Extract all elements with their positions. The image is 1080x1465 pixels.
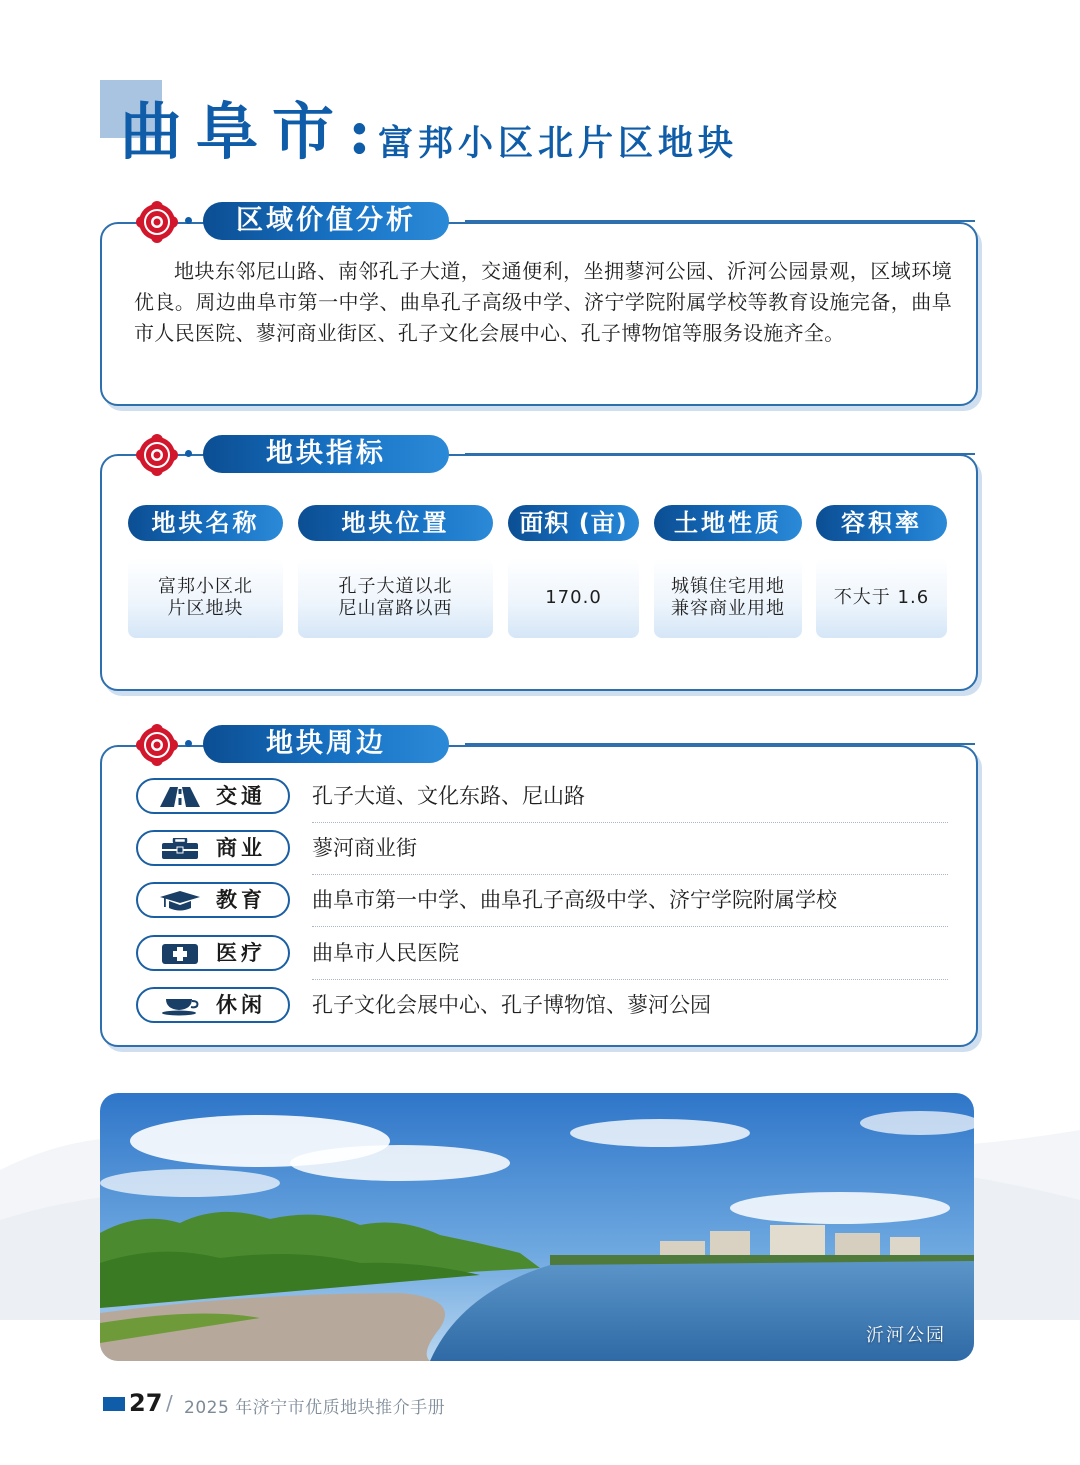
metric-label: 面积 (亩) — [508, 505, 639, 541]
metric-value: 孔子大道以北 尼山富路以西 — [298, 558, 493, 638]
park-landscape-image — [100, 1093, 974, 1361]
row-divider — [312, 822, 948, 823]
footer-separator: / — [166, 1391, 173, 1415]
metric-value: 富邦小区北 片区地块 — [128, 558, 283, 638]
metrics-section-header — [135, 433, 975, 473]
metric-label: 容积率 — [816, 505, 947, 541]
surroundings-row-leisure — [136, 987, 948, 1027]
section-heading: 地块周边 — [203, 725, 449, 763]
metric-label: 地块名称 — [128, 505, 283, 541]
photo-caption: 沂河公园 — [866, 1325, 946, 1346]
row-divider — [312, 926, 948, 927]
metric-plot-name — [128, 505, 283, 638]
metric-label: 地块位置 — [298, 505, 493, 541]
metric-area — [508, 505, 639, 638]
surroundings-row-traffic — [136, 778, 948, 818]
category-tag — [136, 935, 290, 971]
section-heading: 区域价值分析 — [203, 202, 449, 240]
row-divider — [312, 874, 948, 875]
header-dot — [185, 740, 192, 747]
category-description: 曲阜市人民医院 — [312, 941, 459, 965]
briefcase-icon — [158, 838, 202, 860]
page-title-city: 曲阜市: — [120, 95, 385, 168]
teacup-icon — [158, 995, 202, 1017]
road-icon — [158, 786, 202, 808]
header-rule — [465, 453, 975, 455]
park-photo — [100, 1093, 974, 1361]
category-tag — [136, 987, 290, 1023]
footer-book-title: 2025 年济宁市优质地块推介手册 — [184, 1398, 446, 1418]
row-divider — [312, 979, 948, 980]
surroundings-row-education — [136, 882, 948, 922]
category-description: 孔子大道、文化东路、尼山路 — [312, 784, 585, 808]
surroundings-row-medical — [136, 935, 948, 975]
header-dot — [185, 450, 192, 457]
category-tag — [136, 882, 290, 918]
metric-land-use — [654, 505, 802, 638]
chinese-knot-icon — [135, 433, 179, 477]
metric-label: 土地性质 — [654, 505, 802, 541]
metric-value: 城镇住宅用地 兼容商业用地 — [654, 558, 802, 638]
header-dot — [185, 217, 192, 224]
header-rule — [465, 743, 975, 745]
category-description: 孔子文化会展中心、孔子博物馆、蓼河公园 — [312, 993, 711, 1017]
page-title-plot: 富邦小区北片区地块 — [378, 124, 739, 164]
header-rule — [465, 220, 975, 222]
category-label: 休闲 — [216, 993, 266, 1017]
category-label: 交通 — [216, 784, 266, 808]
category-description: 蓼河商业街 — [312, 836, 417, 860]
graduation-cap-icon — [158, 890, 202, 912]
category-label: 医疗 — [216, 941, 266, 965]
category-description: 曲阜市第一中学、曲阜孔子高级中学、济宁学院附属学校 — [312, 888, 837, 912]
metric-plot-ratio — [816, 505, 947, 638]
category-label: 商业 — [216, 836, 266, 860]
chinese-knot-icon — [135, 723, 179, 767]
footer-accent — [103, 1397, 125, 1411]
metric-value: 170.0 — [508, 558, 639, 638]
page-number: 27 — [129, 1389, 163, 1417]
chinese-knot-icon — [135, 200, 179, 244]
section-heading: 地块指标 — [203, 435, 449, 473]
metric-plot-location — [298, 505, 493, 638]
category-tag — [136, 778, 290, 814]
category-label: 教育 — [216, 888, 266, 912]
category-tag — [136, 830, 290, 866]
metric-value: 不大于 1.6 — [816, 558, 947, 638]
surroundings-section-header — [135, 723, 975, 763]
analysis-body-text: 地块东邻尼山路、南邻孔子大道，交通便利，坐拥蓼河公园、沂河公园景观，区域环境优良。周边曲阜市第一中学、曲阜孔子高级中学、济宁学院附属学校等教育设施完备，曲阜市人民医院、蓼河商业街区、孔子文化会展中心、孔子博物馆等服务设施齐全。 — [134, 259, 952, 345]
surroundings-row-commerce — [136, 830, 948, 870]
analysis-section-header — [135, 200, 975, 240]
medical-cross-icon — [158, 943, 202, 965]
